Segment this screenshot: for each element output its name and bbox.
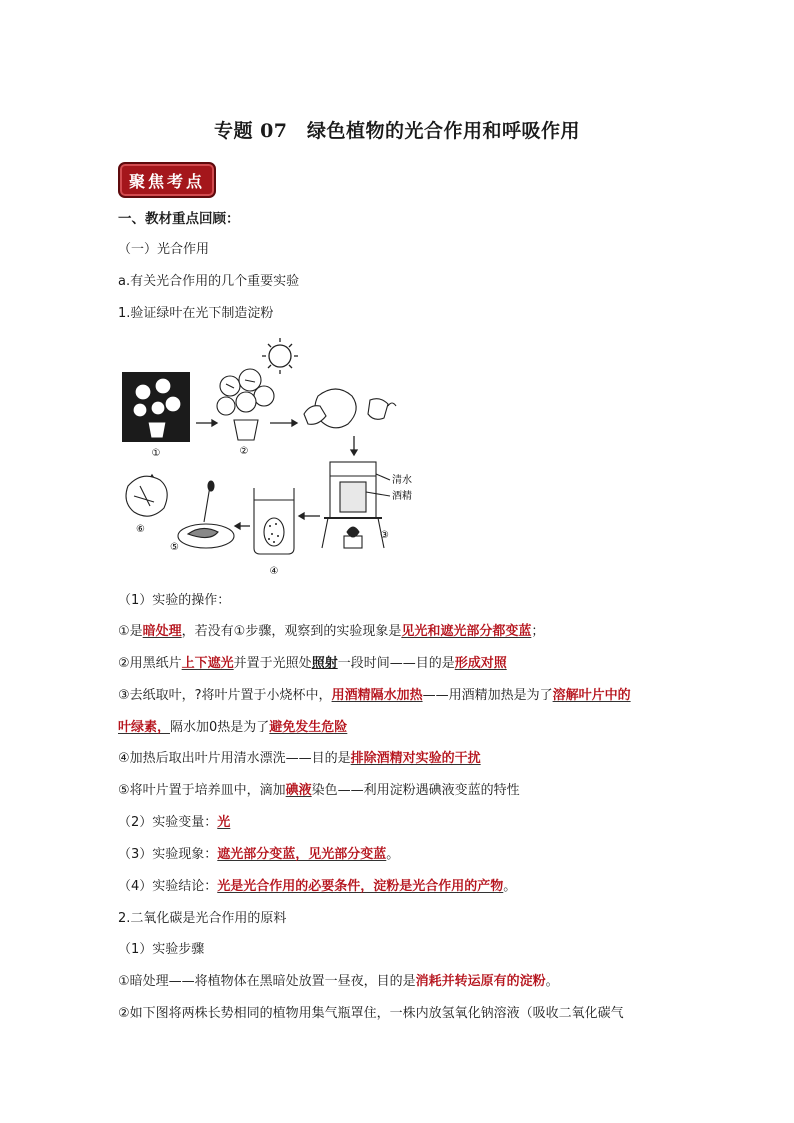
step-4: ④加热后取出叶片用清水漂洗——目的是排除酒精对实验的干扰 bbox=[118, 751, 481, 766]
part-a-heading: a.有关光合作用的几个重要实验 bbox=[118, 274, 300, 289]
experiment-figure bbox=[118, 336, 418, 581]
fig-label-3: ③ bbox=[380, 530, 389, 541]
experiment-2-step-2: ②如下图将两株长势相同的植物用集气瓶罩住，一株内放氢氧化钠溶液（吸收二氧化碳气 bbox=[118, 1006, 624, 1021]
alcohol-label: 酒精 bbox=[392, 491, 412, 502]
result-leaf bbox=[126, 476, 167, 516]
fig-label-6: ⑥ bbox=[136, 524, 145, 535]
step-1: ①是暗处理，若没有①步骤，观察到的实验现象是见光和遮光部分都变蓝； bbox=[118, 624, 545, 639]
experiment-1-title: 1.验证绿叶在光下制造淀粉 bbox=[118, 306, 274, 321]
beaker-rinse bbox=[254, 488, 294, 554]
experiment-diagram bbox=[118, 336, 418, 581]
operations-heading: （1）实验的操作： bbox=[118, 593, 231, 608]
step-3-continued: 叶绿素，隔水加0热是为了避免发生危险 bbox=[118, 720, 348, 735]
experiment-2-step-1: ①暗处理——将植物体在黑暗处放置一昼夜，目的是消耗并转运原有的淀粉。 bbox=[118, 974, 559, 989]
experiment-2-steps-heading: （1）实验步骤 bbox=[118, 942, 205, 957]
potted-plant bbox=[217, 369, 274, 440]
step-5: ⑤将叶片置于培养皿中，滴加碘液染色——利用淀粉遇碘液变蓝的特性 bbox=[118, 783, 520, 798]
sun-icon bbox=[262, 338, 298, 374]
page-title: 专题 07 绿色植物的光合作用和呼吸作用 bbox=[213, 120, 581, 142]
dark-box-plant bbox=[122, 372, 190, 442]
step-2: ②用黑纸片上下遮光并置于光照处照射一段时间——目的是形成对照 bbox=[118, 656, 507, 671]
fig-label-1: ① bbox=[151, 448, 161, 459]
experiment-2-title: 2.二氧化碳是光合作用的原料 bbox=[118, 911, 287, 926]
water-label: 清水 bbox=[392, 475, 412, 486]
fig-label-4: ④ bbox=[269, 566, 279, 577]
fig-label-2: ② bbox=[239, 446, 249, 457]
leaf-picking bbox=[304, 389, 396, 428]
focus-badge: 聚焦考点 bbox=[118, 162, 216, 198]
step-3: ③去纸取叶，?将叶片置于小烧杯中，用酒精隔水加热——用酒精加热是为了溶解叶片中的 bbox=[118, 688, 631, 703]
experiment-conclusion: （4）实验结论：光是光合作用的必要条件，淀粉是光合作用的产物。 bbox=[118, 879, 517, 894]
experiment-variable: （2）实验变量：光 bbox=[118, 815, 231, 830]
petri-dish-iodine bbox=[178, 481, 234, 548]
sub-heading: （一）光合作用 bbox=[118, 242, 210, 257]
fig-label-5: ⑤ bbox=[170, 542, 179, 553]
section-heading: 一、教材重点回顾： bbox=[118, 211, 240, 227]
experiment-phenomenon: （3）实验现象：遮光部分变蓝，见光部分变蓝。 bbox=[118, 847, 400, 862]
